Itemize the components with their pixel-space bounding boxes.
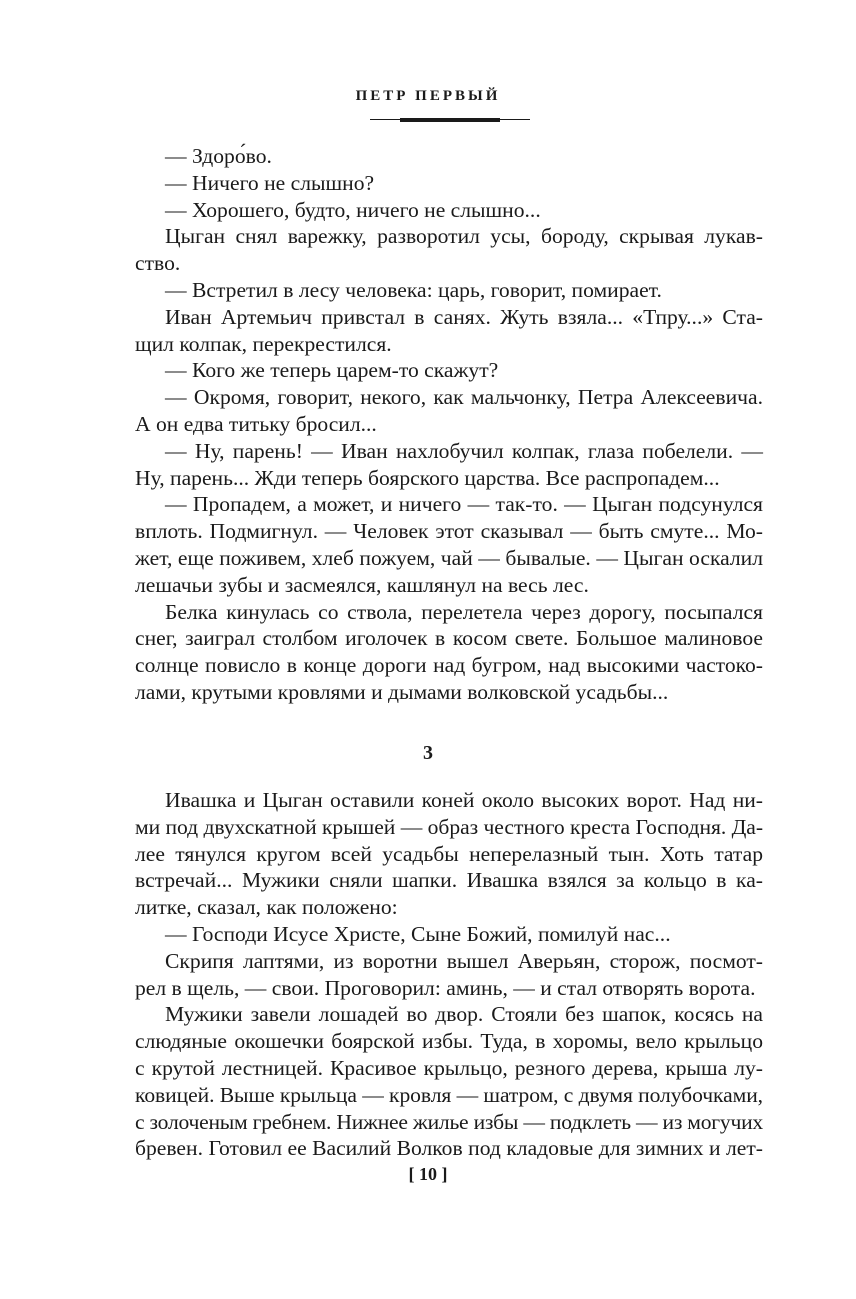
text-line: — Ну, парень! — Иван нахлобучил колпак, глаза побелели. — [165, 438, 763, 463]
text-line: лами, крутыми кровлями и дымами волковской усадьбы... [135, 679, 669, 704]
text-line: снег, заиграл столбом иголочек в косом свете. Большое малиновое [135, 626, 763, 651]
text-line: солнце повисло в конце дороги над бугром, над высокими частоко- [135, 653, 763, 678]
text-line: ковицей. Выше крыльца — кровля — шатром, с двумя полубочками, [135, 1082, 763, 1107]
running-title: ПЕТР ПЕРВЫЙ [355, 88, 501, 104]
text-line: Иван Артемьич привстал в санях. Жуть взяла... «Тпру...» Ста- [165, 304, 763, 329]
text-line: щил колпак, перекрестился. [135, 331, 392, 356]
header-rule-thick [400, 118, 500, 122]
text-line: А он едва титьку бросил... [135, 411, 377, 436]
text-line: лее тянулся кругом всей усадьбы неперелазный тын. Хоть татар [135, 841, 763, 866]
text-line: Цыган снял варежку, разворотил усы, бороду, скрывая лукав- [165, 224, 763, 249]
text-line: вплоть. Подмигнул. — Человек этот сказывал — быть смуте... Мо- [135, 519, 763, 544]
text-line: — Господи Исусе Христе, Сыне Божий, помилуй нас... [165, 921, 671, 946]
text-line: — Кого же теперь царем-то скажут? [165, 358, 499, 383]
text-line: — Здоро́во. [165, 144, 272, 168]
text-line: ми под двухскатной крышей — образ честного креста Господня. Да- [135, 814, 763, 839]
text-line: Скрипя лаптями, из воротни вышел Аверьян, сторож, посмот- [165, 948, 763, 973]
chapter-number: 3 [423, 742, 433, 764]
text-line: Ну, парень... Жди теперь боярского царства. Все распропадем... [135, 465, 720, 490]
text-block-chapter-3 [135, 787, 763, 1162]
text-line: с крутой лестницей. Красивое крыльцо, резного дерева, крыша лу- [135, 1055, 763, 1080]
text-line: Ивашка и Цыган оставили коней около высоких ворот. Над ни- [165, 788, 763, 812]
text-line: рел в щель, — свои. Проговорил: аминь, — и стал отворять ворота. [135, 975, 756, 1000]
text-line: — Встретил в лесу человека: царь, говорит, помирает. [165, 277, 662, 302]
text-line: жет, еще поживем, хлеб пожуем, чай — бывалые. — Цыган оскалил [135, 545, 763, 570]
text-line: — Хорошего, будто, ничего не слышно... [165, 197, 541, 222]
text-line: слюдяные окошечки боярской избы. Туда, в хоромы, вело крыльцо [135, 1029, 763, 1054]
text-line: Мужики завели лошадей во двор. Стояли без шапок, косясь на [165, 1002, 763, 1027]
text-line: лешачьи зубы и засмеялся, кашлянул на весь лес. [135, 572, 589, 597]
text-line: бревен. Готовил ее Василий Волков под кладовые для зимних и лет- [135, 1136, 763, 1161]
text-line: ство. [135, 251, 181, 276]
text-line: с золоченым гребнем. Нижнее жилье избы — подклеть — из могучих [135, 1109, 763, 1134]
text-line: — Окромя, говорит, некого, как мальчонку, Петра Алексеевича. [165, 385, 763, 410]
text-line: — Ничего не слышно? [165, 170, 375, 195]
text-line: — Пропадем, а может, и ничего — так-то. — Цыган подсунулся [165, 492, 763, 517]
text-line: Белка кинулась со ствола, перелетела через дорогу, посыпался [165, 599, 763, 624]
text-line: литке, сказал, как положено: [135, 895, 398, 920]
text-block-before-chapter [135, 143, 763, 706]
page-number: [ 10 ] [408, 1164, 448, 1184]
text-line: встречай... Мужики сняли шапки. Ивашка взялся за кольцо в ка- [135, 868, 763, 893]
